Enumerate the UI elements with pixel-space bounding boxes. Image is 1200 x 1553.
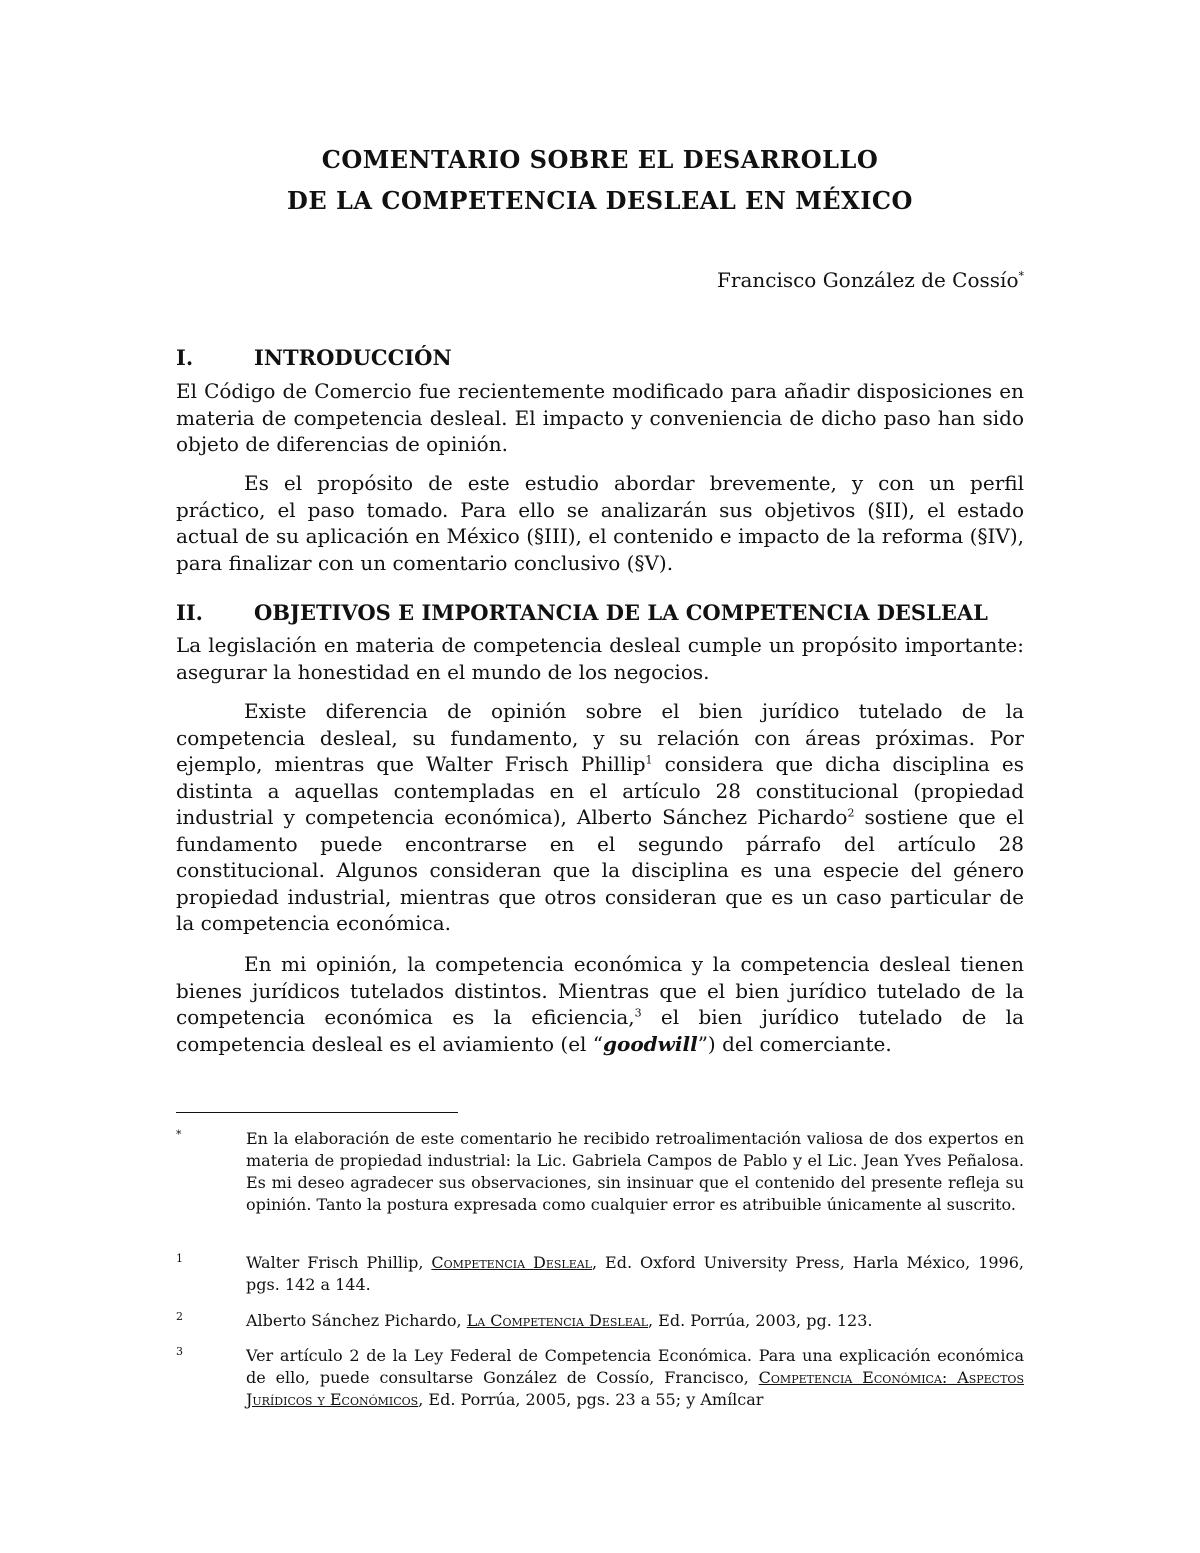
footnote-separator <box>176 1112 458 1113</box>
text-run: En mi opinión, la competencia económica y la competencia desleal tienen bienes jurídicos tutelados distintos. Mientras que el bien jurídico tutelado de la competencia económica es la eficiencia, <box>176 952 1024 1029</box>
paragraph-objetivos-3 <box>176 951 1024 1057</box>
paragraph-objetivos-2 <box>176 698 1024 937</box>
paragraph-objetivos-1: La legislación en materia de competencia desleal cumple un propósito importante: asegurar la honestidad en el mundo de los negocios. <box>176 633 1024 684</box>
cited-work-title: La Competencia Desleal <box>466 1311 648 1330</box>
footnote-ref-3[interactable]: 3 <box>634 1006 642 1020</box>
text-run: el bien jurídico tutelado de la competencia desleal es el aviamiento (el “ <box>176 1005 1025 1056</box>
section-number: I. <box>176 345 194 370</box>
footnote-mark: * <box>176 1128 182 1141</box>
author-footnote-mark[interactable]: * <box>1018 269 1024 283</box>
cited-work-title: Competencia Económica: Aspectos Jurídicos y Económicos <box>246 1368 1024 1409</box>
author-name: Francisco González de Cossío <box>717 268 1019 292</box>
paragraph-intro-1: El Código de Comercio fue recientemente modificado para añadir disposiciones en materia de competencia desleal. El impacto y conveniencia de dicho paso han sido objeto de diferencias de opinión. <box>176 379 1024 456</box>
footnote-2 <box>176 1310 1024 1332</box>
footnote-ref-2[interactable]: 2 <box>847 806 855 820</box>
footnote-text <box>246 1345 1024 1411</box>
footnote-text <box>246 1252 1024 1296</box>
text-run: , Ed. Porrúa, 2005, pgs. 23 a 55; y Amílcar <box>418 1390 764 1409</box>
document-title-line-1: COMENTARIO SOBRE EL DESARROLLO <box>321 145 879 174</box>
text-run: Existe diferencia de opinión sobre el bien jurídico tutelado de la competencia desleal, su fundamento, y su relación con áreas próximas. Por ejemplo, mientras que Walter Frisch Phillip <box>176 699 1024 776</box>
footnote-text: En la elaboración de este comentario he recibido retroalimentación valiosa de dos expertos en materia de propiedad industrial: la Lic. Gabriela Campos de Pablo y el Lic. Jean Yves Peñalosa. Es mi deseo agradecer sus observaciones, sin insinuar que el contenido del presente refleja su opinión. Tanto la postura expresada como cualquier error es atribuible únicamente al suscrito. <box>246 1129 1024 1214</box>
text-run: Alberto Sánchez Pichardo, <box>246 1311 467 1330</box>
footnote-text <box>246 1310 1024 1332</box>
footnote-mark: 2 <box>176 1310 183 1323</box>
section-title: INTRODUCCIÓN <box>254 345 452 370</box>
text-run: sostiene que el fundamento puede encontrarse en el segundo párrafo del artículo 28 constitucional. Algunos consideran que la disciplina es una especie del género propiedad industrial, mientras que otros consideran que es un caso particular de la competencia económica. <box>176 805 1024 935</box>
footnote-ref-1[interactable]: 1 <box>645 753 653 767</box>
text-run: , Ed. Oxford University Press, Harla México, 1996, pgs. 142 a 144. <box>246 1253 1024 1294</box>
footnote-star <box>176 1128 1024 1216</box>
text-run: , Ed. Porrúa, 2003, pg. 123. <box>648 1311 873 1330</box>
author-byline <box>717 268 1024 292</box>
paragraph-intro-2: Es el propósito de este estudio abordar brevemente, y con un perfil práctico, el paso tomado. Para ello se analizarán sus objetivos (§II), el estado actual de su aplicación en México (§III), el contenido e impacto de la reforma (§IV), para finalizar con un comentario conclusivo (§V). <box>176 471 1024 575</box>
goodwill-term: goodwill <box>603 1031 698 1056</box>
text-run: ”) del comerciante. <box>697 1031 892 1056</box>
text-run: Walter Frisch Phillip, <box>246 1253 432 1272</box>
section-title: OBJETIVOS E IMPORTANCIA DE LA COMPETENCIA DESLEAL <box>254 600 988 625</box>
section-heading-objetivos <box>176 600 1026 625</box>
footnote-mark: 3 <box>176 1345 183 1358</box>
footnote-1 <box>176 1252 1024 1296</box>
cited-work-title: Competencia Desleal <box>431 1253 592 1272</box>
section-number: II. <box>176 600 203 625</box>
document-title-line-2: DE LA COMPETENCIA DESLEAL EN MÉXICO <box>287 186 913 215</box>
footnote-3 <box>176 1345 1024 1411</box>
section-heading-introduccion <box>176 345 1026 370</box>
footnote-mark: 1 <box>176 1252 183 1265</box>
text-run: Ver artículo 2 de la Ley Federal de Competencia Económica. Para una explicación económica de ello, puede consultarse González de Cossío, Francisco, <box>246 1346 1024 1387</box>
text-run: considera que dicha disciplina es distinta a aquellas contempladas en el artículo 28 constitucional (propiedad industrial y competencia económica), Alberto Sánchez Pichardo <box>176 752 1024 829</box>
